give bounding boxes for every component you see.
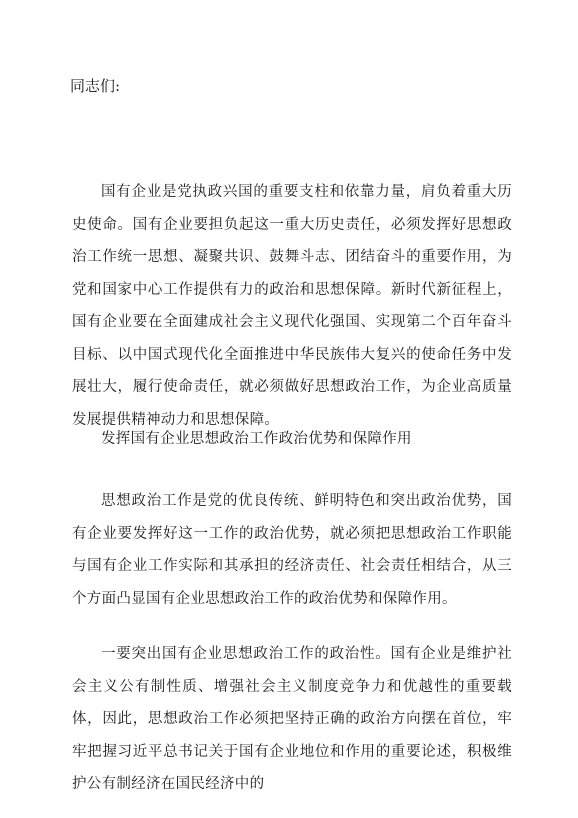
section-heading: 发挥国有企业思想政治工作政治优势和保障作用	[101, 431, 412, 447]
salutation: 同志们:	[70, 77, 121, 95]
body-paragraph-2: 思想政治工作是党的优良传统、鲜明特色和突出政治优势，国有企业要发挥好这一工作的政治优势，就必须把思想政治工作职能与国有企业工作实际和其承担的经济责任、社会责任相结合，从三个方面凸显国有企业思想政治工作的政治优势和保障作用。	[72, 493, 512, 607]
body-paragraph-3: 一要突出国有企业思想政治工作的政治性。国有企业是维护社会主义公有制性质、增强社会主义制度竞争力和优越性的重要载体，因此，思想政治工作必须把坚持正确的政治方向摆在首位，牢牢把握习近平总书记关于国有企业地位和作用的重要论述，积极维护公有制经济在国民经济中的	[72, 646, 512, 792]
body-paragraph-1: 国有企业是党执政兴国的重要支柱和依靠力量，肩负着重大历史使命。国有企业要担负起这一重大历史责任，必须发挥好思想政治工作统一思想、凝聚共识、鼓舞斗志、团结奋斗的重要作用，为党和国家中心工作提供有力的政治和思想保障。新时代新征程上，国有企业要在全面建成社会主义现代化强国、实现第二个百年奋斗目标、以中国式现代化全面推进中华民族伟大复兴的使命任务中发展壮大，履行使命责任，就必须做好思想政治工作，为企业高质量发展提供精神动力和思想保障。	[72, 184, 512, 428]
